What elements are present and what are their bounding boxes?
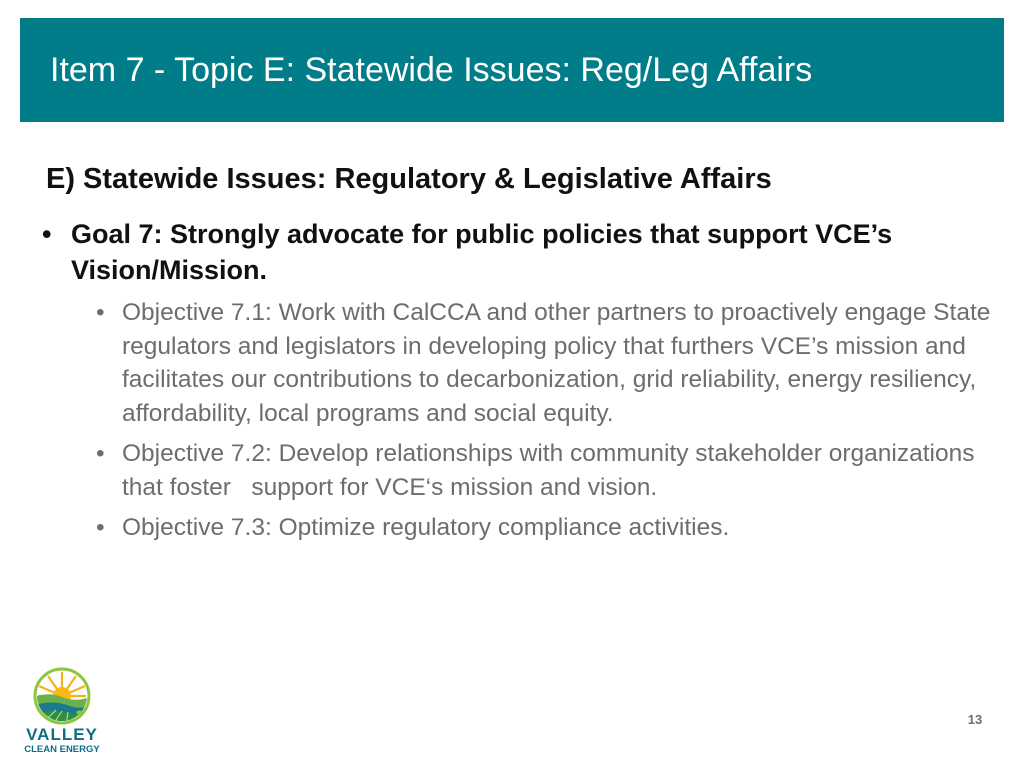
objective-text: Objective 7.1: Work with CalCCA and other partners to proactively engage State regulators and legislators in developing policy that furthers VCE’s mission and facilitates our contributions to decarbonization, grid reliability, energy resiliency, affordability, local programs and social equity. <box>122 299 991 427</box>
objective-text: Objective 7.3: Optimize regulatory compliance activities. <box>122 514 730 541</box>
objective-list <box>96 296 996 552</box>
goal-text: Goal 7: Strongly advocate for public policies that support VCE’s Vision/Mission. <box>71 219 893 285</box>
objective-text: Objective 7.2: Develop relationships with community stakeholder organizations that foster support for VCE‘s mission and vision. <box>122 440 982 501</box>
logo <box>16 666 108 758</box>
bullet-icon: • <box>96 299 105 326</box>
objective-item <box>96 296 996 430</box>
objective-item <box>96 511 996 545</box>
section-heading: E) Statewide Issues: Regulatory & Legislative Affairs <box>46 163 772 195</box>
logo-text-clean-energy: CLEAN ENERGY <box>24 744 100 755</box>
page-number: 13 <box>967 712 983 727</box>
goal-item <box>42 216 972 288</box>
bullet-icon: • <box>96 514 105 541</box>
objective-item <box>96 437 996 504</box>
valley-clean-energy-logo-icon <box>32 666 92 726</box>
logo-text-valley: VALLEY <box>26 725 98 744</box>
bullet-icon: • <box>42 219 52 249</box>
title-bar <box>20 18 1004 122</box>
bullet-icon: • <box>96 440 105 467</box>
slide-title: Item 7 - Topic E: Statewide Issues: Reg/Leg Affairs <box>50 51 813 89</box>
